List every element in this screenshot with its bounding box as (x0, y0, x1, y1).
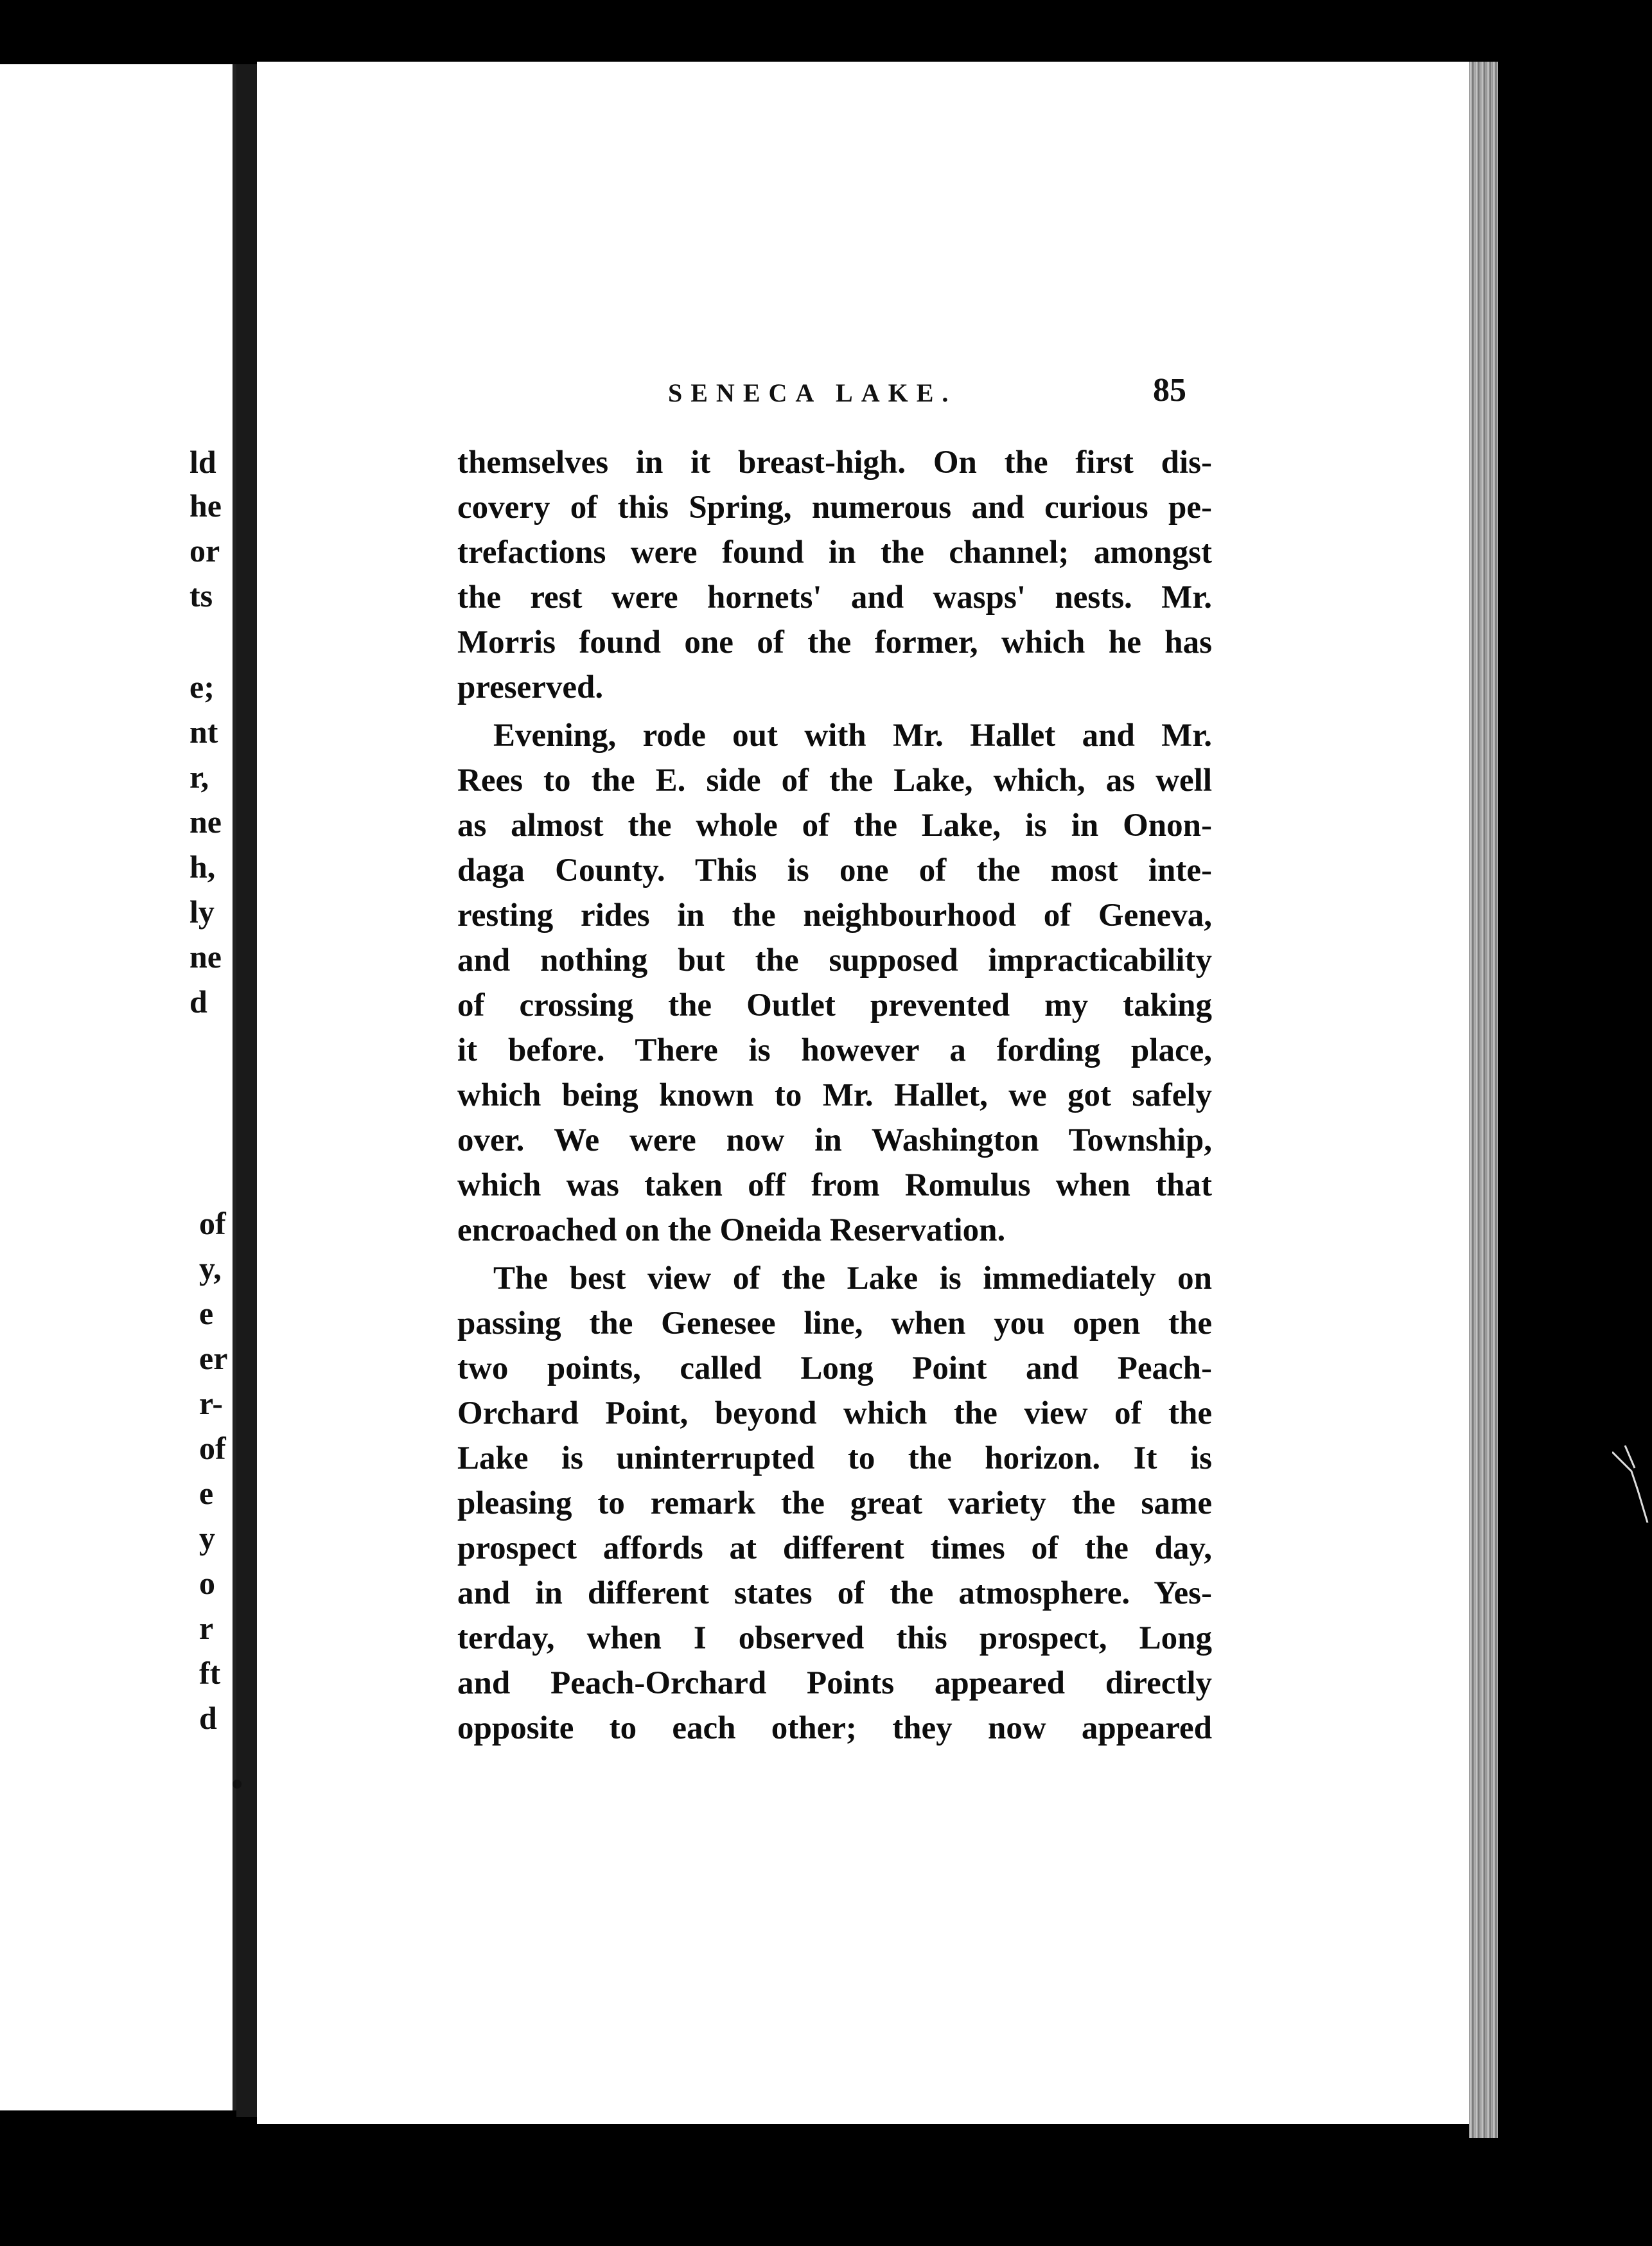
edge-scratch-mark (1612, 1433, 1651, 1523)
text-line: and in different states of the atmosphere. Yes- (457, 1575, 1212, 1611)
facing-page-fragment: nt (189, 714, 218, 750)
text-line: which being known to Mr. Hallet, we got safely (457, 1077, 1212, 1113)
facing-page-fragment: ne (189, 804, 222, 840)
facing-page-fragment: r (199, 1610, 214, 1646)
facing-page-fragment: d (189, 984, 207, 1020)
facing-page-fragment: of (199, 1430, 226, 1466)
text-line: Morris found one of the former, which he has (457, 624, 1212, 660)
facing-page-fragment: or (189, 533, 220, 569)
text-line: and Peach-Orchard Points appeared directly (457, 1665, 1212, 1701)
facing-page-fragment: e; (189, 669, 215, 705)
facing-page-fragment: he (189, 488, 222, 524)
text-line: the rest were hornets' and wasps' nests. Mr. (457, 579, 1212, 615)
text-line: Evening, rode out with Mr. Hallet and Mr. (493, 718, 1212, 754)
text-line: as almost the whole of the Lake, is in Onon- (457, 808, 1212, 844)
text-line: preserved. (457, 669, 604, 705)
text-line: pleasing to remark the great variety the same (457, 1485, 1212, 1521)
text-line: Lake is uninterrupted to the horizon. It is (457, 1440, 1212, 1476)
body-text (457, 440, 1212, 1751)
text-line: opposite to each other; they now appeared (457, 1710, 1212, 1746)
text-line: two points, called Long Point and Peach- (457, 1350, 1212, 1386)
page-number: 85 (1153, 372, 1186, 409)
facing-page-fragment: y, (199, 1250, 222, 1286)
facing-page-fragment: of (199, 1205, 226, 1241)
running-head: SENECA LAKE. (668, 378, 957, 407)
text-line: daga County. This is one of the most inte- (457, 853, 1212, 889)
facing-page-fragment: r- (199, 1385, 223, 1421)
book-gutter (236, 64, 259, 2117)
text-line: Orchard Point, beyond which the view of the (457, 1395, 1212, 1431)
text-line: Rees to the E. side of the Lake, which, as well (457, 763, 1212, 799)
text-line: over. We were now in Washington Township, (457, 1122, 1212, 1158)
facing-page-fragment: y (199, 1520, 215, 1556)
binding-mark (233, 1780, 242, 1789)
text-line: themselves in it breast-high. On the first dis- (457, 445, 1212, 481)
text-line: resting rides in the neighbourhood of Geneva, (457, 898, 1212, 933)
facing-page-fragment: h, (189, 849, 216, 885)
text-line: terday, when I observed this prospect, Long (457, 1620, 1212, 1656)
text-line: passing the Genesee line, when you open the (457, 1305, 1212, 1341)
facing-page-fragment: ne (189, 939, 222, 975)
facing-page-fragment: e (199, 1295, 214, 1331)
text-line: it before. There is however a fording place, (457, 1032, 1212, 1068)
text-line: trefactions were found in the channel; amongst (457, 535, 1212, 570)
text-line: which was taken off from Romulus when that (457, 1167, 1212, 1203)
page-edge-stack (1469, 62, 1498, 2138)
text-line: of crossing the Outlet prevented my taking (457, 987, 1212, 1023)
facing-page-fragment: ld (189, 444, 216, 480)
facing-page-fragment: r, (189, 759, 209, 795)
facing-page-fragment: ts (189, 578, 213, 614)
facing-page-fragment: ft (199, 1655, 221, 1691)
facing-page-fragment: e (199, 1475, 214, 1511)
text-line: covery of this Spring, numerous and curious pe- (457, 490, 1212, 526)
facing-page-fragment: d (199, 1700, 217, 1736)
facing-page-fragment: o (199, 1565, 215, 1601)
facing-page-left (0, 64, 236, 2110)
text-line: encroached on the Oneida Reservation. (457, 1212, 1006, 1248)
facing-page-fragment: ly (189, 894, 215, 930)
facing-page-fragment: er (199, 1340, 228, 1376)
text-line: prospect affords at different times of the day, (457, 1530, 1212, 1566)
text-line: and nothing but the supposed impracticability (457, 942, 1212, 978)
text-line: The best view of the Lake is immediately on (493, 1260, 1212, 1296)
